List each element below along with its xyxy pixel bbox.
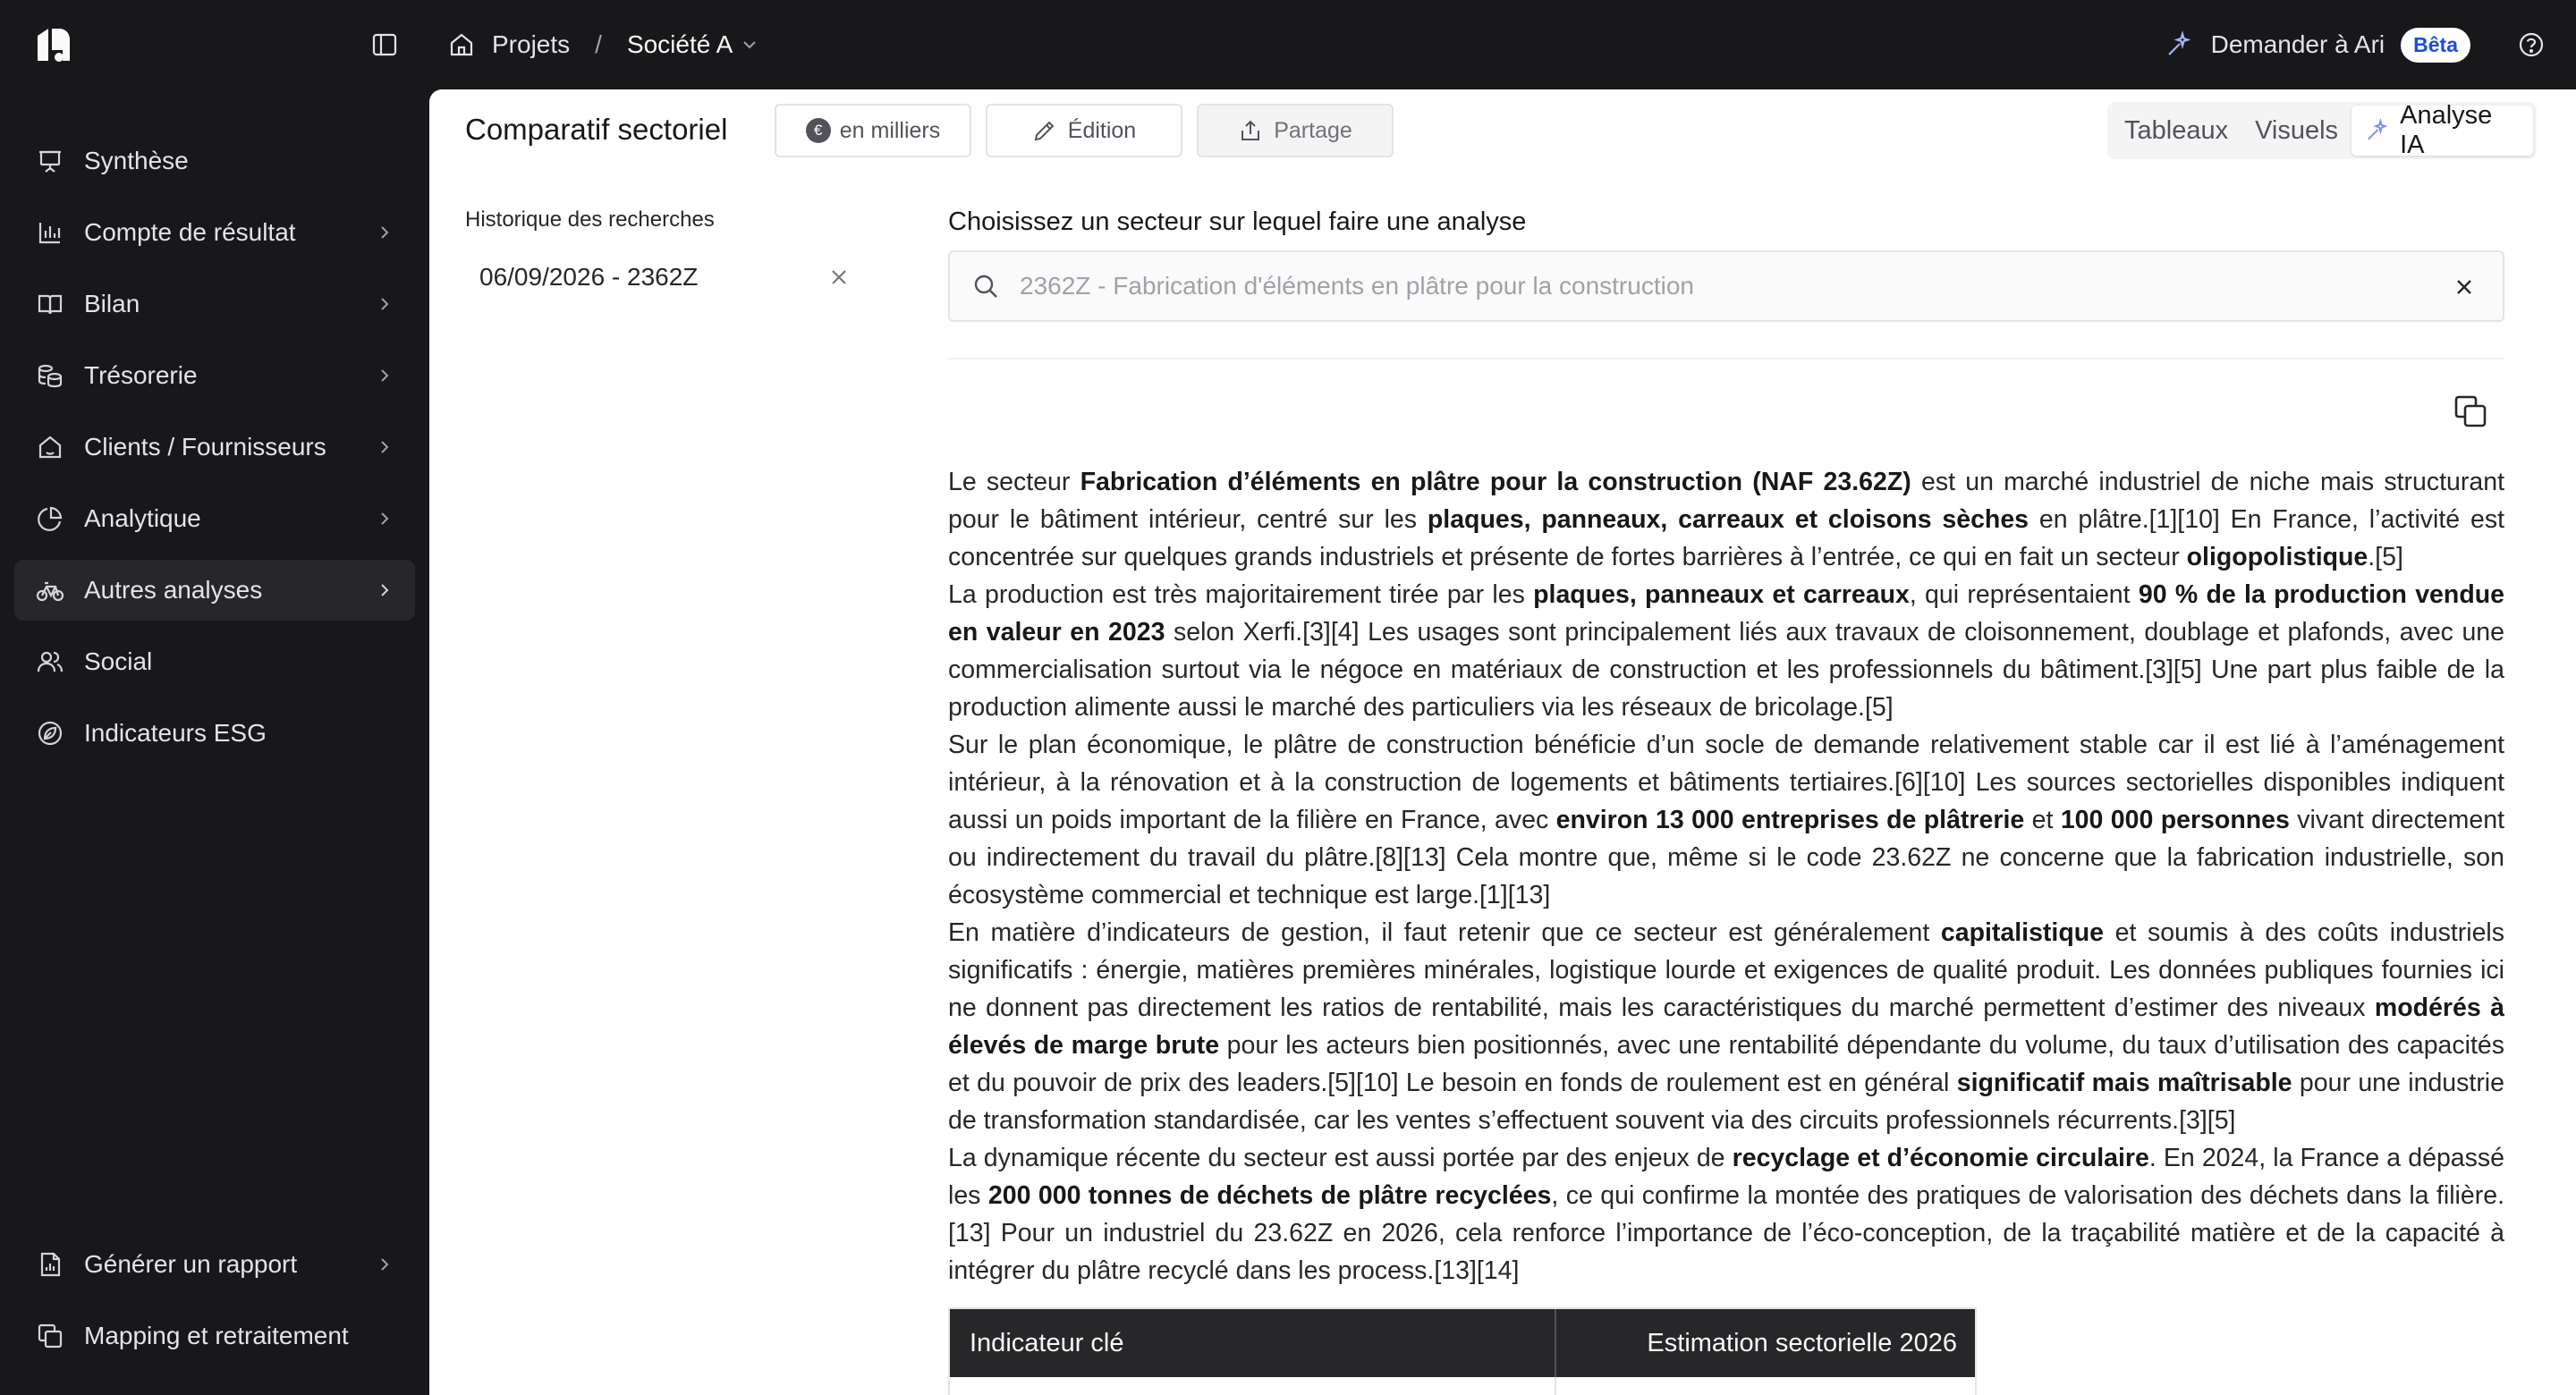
units-label: en milliers xyxy=(839,117,941,143)
sparkle-icon xyxy=(2165,30,2193,59)
book-icon xyxy=(36,290,64,318)
table-header-indicator: Indicateur clé xyxy=(950,1309,1556,1377)
sidebar-item-label: Indicateurs ESG xyxy=(84,719,267,747)
sidebar-item-label: Bilan xyxy=(84,290,140,317)
body-text: La dynamique récente du secteur est aussi portée par des enjeux de xyxy=(948,1144,1733,1172)
close-icon[interactable] xyxy=(828,266,850,288)
search-icon xyxy=(971,272,1000,300)
emphasis-text: 100 000 personnes xyxy=(2060,806,2290,834)
body-text: selon Xerfi.[3][4] Les usages sont principalement liés aux travaux de cloisonnement, doublage et plafonds, avec une commercialisation surtout via le négoce en matériaux de construction et les professionnels du bâtiment.[3][5] Une part plus faible de la production alimente aussi le marché des particuliers via les réseaux de bricolage.[5] xyxy=(948,618,2504,722)
main-panel xyxy=(429,89,2576,1395)
emphasis-text: plaques, panneaux et carreaux xyxy=(1533,580,1910,609)
presentation-icon xyxy=(36,147,64,175)
pencil-icon xyxy=(1032,118,1057,143)
sidebar-item-mapping[interactable] xyxy=(14,1306,415,1366)
sidebar-item-generer-rapport[interactable] xyxy=(14,1234,415,1295)
sidebar-item-label: Social xyxy=(84,647,153,675)
sidebar-item-autres-analyses[interactable] xyxy=(14,560,415,621)
breadcrumb xyxy=(447,25,759,64)
units-button[interactable] xyxy=(775,104,971,157)
article-paragraph xyxy=(948,914,2504,1139)
chevron-right-icon xyxy=(376,295,394,313)
chevron-down-icon[interactable] xyxy=(740,35,759,55)
tab-analyse-ia-label: Analyse IA xyxy=(2400,101,2493,159)
top-bar xyxy=(0,0,2576,89)
body-text: En matière d’indicateurs de gestion, il faut retenir que ce secteur est généralement xyxy=(948,918,1941,947)
clear-icon[interactable] xyxy=(2453,275,2476,299)
tab-visuels[interactable]: Visuels xyxy=(2255,115,2339,145)
sidebar xyxy=(0,89,429,1395)
tab-analyse-ia[interactable] xyxy=(2351,101,2533,159)
emphasis-text: plaques, panneaux, carreaux et cloisons sèches xyxy=(1427,505,2029,534)
app-logo-icon[interactable] xyxy=(32,23,75,66)
ask-ari-label: Demander à Ari xyxy=(2210,30,2385,58)
sidebar-item-label: Analytique xyxy=(84,504,201,532)
body-text: est un marché industriel de niche mais structurant pour le bâtiment intérieur, centré sur les xyxy=(948,468,2505,534)
chevron-right-icon xyxy=(376,224,394,241)
emphasis-text: 90 % de la production vendue en valeur en 2023 xyxy=(948,580,2504,647)
body-text: , qui représentaient xyxy=(1909,580,2139,609)
sidebar-item-label: Générer un rapport xyxy=(84,1250,298,1278)
body-text: et soumis à des coûts industriels significatifs : énergie, matières premières minérales, logistique lourde et exigences de qualité produit. Les données publiques fournies ici ne donnent pas directement les ratios de rentabilité, mais les caractéristiques du marché permettent d’estimer des niveaux xyxy=(948,918,2504,1022)
emphasis-text: environ 13 000 entreprises de plâtrerie xyxy=(1555,806,2025,834)
emphasis-text: significatif mais maîtrisable xyxy=(1956,1069,2292,1097)
divider xyxy=(948,358,2504,359)
home-icon[interactable] xyxy=(447,30,476,59)
chevron-right-icon xyxy=(376,581,394,599)
table-header-estimate: Estimation sectorielle 2026 xyxy=(1647,1328,1957,1357)
bar-chart-icon xyxy=(36,218,64,247)
kpi-table xyxy=(948,1307,1977,1395)
sidebar-toggle-icon[interactable] xyxy=(370,30,399,59)
body-text: , ce qui confirme la montée des pratiques de valorisation des déchets dans la filière.[13] Pour un industriel du 23.62Z en 2026, cela renforce l’importance de l’éco-conception, de la traçabilité matière et de la capacité à intégrer du plâtre recyclé dans les process.[13][14] xyxy=(948,1181,2504,1285)
emphasis-text: modérés à élevés de marge brute xyxy=(948,993,2504,1060)
table-header xyxy=(950,1309,1975,1377)
table-row xyxy=(950,1377,1975,1395)
article-paragraph xyxy=(948,576,2504,726)
sidebar-item-synthese[interactable] xyxy=(14,131,415,191)
sidebar-item-indicateurs-esg[interactable] xyxy=(14,703,415,764)
body-text: et xyxy=(2024,806,2061,834)
body-text: pour une industrie de transformation standardisée, car les ventes s’effectuent souvent via des circuits professionnels récurrents.[3][5] xyxy=(948,1069,2504,1135)
leaf-icon xyxy=(36,719,64,748)
edit-label: Édition xyxy=(1067,117,1137,143)
page-title: Comparatif sectoriel xyxy=(465,113,728,146)
help-icon[interactable] xyxy=(2517,30,2546,59)
share-label: Partage xyxy=(1274,117,1352,143)
body-text: vivant directement ou indirectement du travail du plâtre.[8][13] Cela montre que, même si le code 23.62Z ne concerne que la fabrication industrielle, son écosystème commercial et technique est large.[1][13] xyxy=(948,806,2504,909)
emphasis-text: oligopolistique xyxy=(2186,543,2368,571)
analysis-text xyxy=(948,463,2504,1289)
article-paragraph xyxy=(948,1139,2504,1289)
body-text: .[5] xyxy=(2368,543,2403,571)
emphasis-text: 200 000 tonnes de déchets de plâtre recyclées xyxy=(987,1181,1552,1210)
body-text: pour les acteurs bien positionnés, avec une rentabilité dépendante du volume, du taux d’utilisation des capacités et du pouvoir de prix des leaders.[5][10] Le besoin en fonds de roulement est en général xyxy=(948,1031,2504,1097)
sidebar-item-social[interactable] xyxy=(14,631,415,692)
sidebar-item-label: Clients / Fournisseurs xyxy=(84,433,326,461)
sidebar-item-label: Mapping et retraitement xyxy=(84,1322,349,1349)
chevron-right-icon xyxy=(376,367,394,385)
sidebar-item-label: Trésorerie xyxy=(84,361,198,389)
sidebar-item-analytique[interactable] xyxy=(14,488,415,549)
ask-ari-button[interactable] xyxy=(2165,23,2470,66)
body-text: Sur le plan économique, le plâtre de construction bénéficie d’un socle de demande relativement stable car il est lié à l’aménagement intérieur, à la rénovation et à la construction de logements et bâtiments tertiaires.[6][10] Les sources sectorielles disponibles indiquent aussi un poids important de la filière en France, avec xyxy=(948,731,2504,834)
article-paragraph xyxy=(948,726,2504,914)
share-button[interactable] xyxy=(1197,104,1394,157)
sidebar-item-label: Autres analyses xyxy=(84,576,263,604)
body-text: Le secteur xyxy=(948,468,1080,496)
table-cell xyxy=(950,1377,1556,1395)
sidebar-item-label: Compte de résultat xyxy=(84,218,296,246)
body-text: en plâtre.[1][10] En France, l’activité est concentrée sur quelques grands industriels et présente de fortes barrières à l’entrée, ce qui en fait un secteur xyxy=(948,505,2505,571)
sector-label: Choisissez un secteur sur lequel faire une analyse xyxy=(948,207,1527,236)
chevron-right-icon xyxy=(376,438,394,456)
edit-button[interactable] xyxy=(986,104,1182,157)
sidebar-item-compte-de-resultat[interactable] xyxy=(14,202,415,263)
history-entry-label: 06/09/2026 - 2362Z xyxy=(479,263,699,291)
bike-icon xyxy=(36,576,64,604)
body-text: . En 2024, la France a dépassé les xyxy=(948,1144,2504,1210)
sidebar-item-label: Synthèse xyxy=(84,147,189,174)
sidebar-item-bilan[interactable] xyxy=(14,274,415,334)
users-icon xyxy=(36,647,64,676)
tab-tableaux[interactable]: Tableaux xyxy=(2124,115,2229,145)
share-icon xyxy=(1238,118,1263,143)
beta-badge: Bêta xyxy=(2401,28,2470,63)
sidebar-item-clients-fournisseurs[interactable] xyxy=(14,417,415,478)
file-chart-icon xyxy=(36,1250,64,1279)
pie-chart-icon xyxy=(36,504,64,533)
body-text: La production est très majoritairement tirée par les xyxy=(948,580,1534,609)
emphasis-text: Fabrication d’éléments en plâtre pour la construction (NAF 23.62Z) xyxy=(1080,468,1911,496)
breadcrumb-company[interactable]: Société A xyxy=(626,30,733,58)
chevron-right-icon xyxy=(376,1256,394,1273)
copy-icon[interactable] xyxy=(2453,393,2488,429)
euro-icon: € xyxy=(806,118,831,143)
emphasis-text: capitalistique xyxy=(1940,918,2105,947)
chevron-right-icon xyxy=(376,510,394,528)
history-entry[interactable] xyxy=(465,252,850,302)
house-icon xyxy=(36,433,64,461)
breadcrumb-projects[interactable]: Projets xyxy=(492,30,571,58)
article-paragraph xyxy=(948,463,2504,576)
view-tabs xyxy=(2107,102,2537,159)
breadcrumb-separator: / xyxy=(595,30,602,58)
history-title: Historique des recherches xyxy=(465,207,715,232)
search-placeholder: 2362Z - Fabrication d'éléments en plâtre pour la construction xyxy=(1020,272,1694,300)
copy-icon xyxy=(36,1322,64,1350)
coins-icon xyxy=(36,361,64,390)
emphasis-text: recyclage et d’économie circulaire xyxy=(1732,1144,2149,1172)
sector-search-input[interactable] xyxy=(948,250,2504,322)
sparkle-icon xyxy=(2365,118,2389,143)
sidebar-item-tresorerie[interactable] xyxy=(14,345,415,406)
